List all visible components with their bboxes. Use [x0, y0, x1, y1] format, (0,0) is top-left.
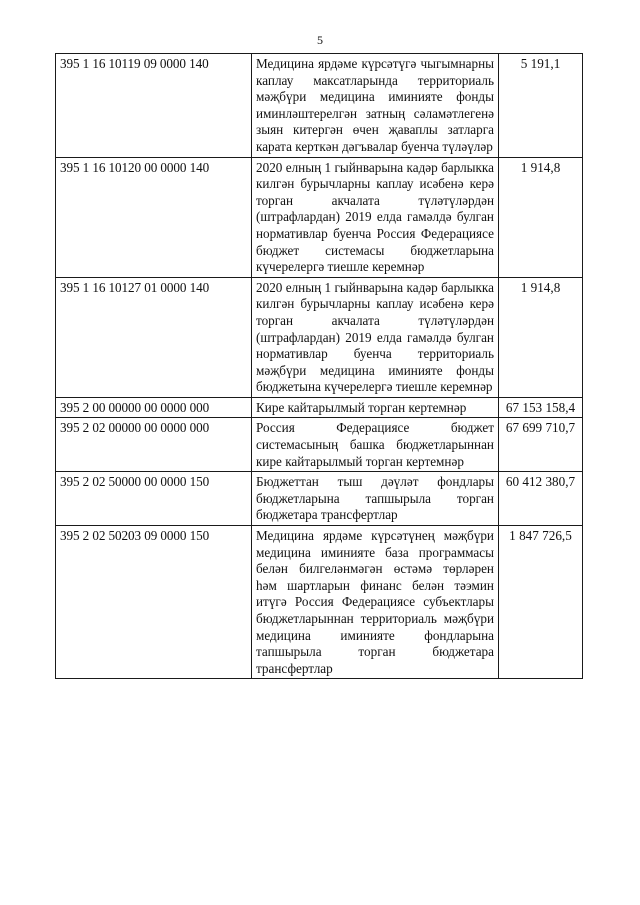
table-row — [56, 277, 583, 397]
amount: 1 847 726,5 — [499, 526, 583, 679]
amount: 67 153 158,4 — [499, 397, 583, 418]
classification-code: 395 1 16 10127 01 0000 140 — [56, 277, 252, 397]
page-number: 5 — [317, 33, 323, 47]
amount: 67 699 710,7 — [499, 418, 583, 472]
revenue-name: Бюджеттан тыш дәүләт фондлары бюджетларына тапшырыла торган бюджетара трансфертлар — [252, 472, 499, 526]
table-row — [56, 472, 583, 526]
amount: 5 191,1 — [499, 54, 583, 158]
revenue-name: Медицина ярдәме күрсәтүнең мәҗбүри медицина иминияте база программасы белән билгеләнмәгән өстәмә төрләрен һәм шартларын финанс белән тәэмин итүгә Россия Федерациясе субъектлары бюджетларыннан территориаль мәҗбүри медицина иминияте фондларына тапшырыла торган бюджетара трансфертлар — [252, 526, 499, 679]
table-row — [56, 54, 583, 158]
revenue-name: Кире кайтарылмый торган кертемнәр — [252, 397, 499, 418]
revenue-name: 2020 елның 1 гыйнварына кадәр барлыкка килгән бурычларны каплау исәбенә керә торган акчалата түләтүләрдән (штрафлардан) 2019 елда гамәлдә булган нормативлар буенча территориаль мәҗбүри медицина иминияте фонды бюджетына күчерелергә тиешле керемнәр — [252, 277, 499, 397]
amount: 1 914,8 — [499, 277, 583, 397]
table-row — [56, 157, 583, 277]
table-row — [56, 526, 583, 679]
revenue-name: Россия Федерациясе бюджет системасының башка бюджетларыннан кире кайтарылмый торган кертемнәр — [252, 418, 499, 472]
classification-code: 395 2 00 00000 00 0000 000 — [56, 397, 252, 418]
revenue-name: 2020 елның 1 гыйнварына кадәр барлыкка килгән бурычларны каплау исәбенә керә торган акчалата түләтүләрдән (штрафлардан) 2019 елда гамәлдә булган нормативлар буенча Россия Федерациясе бюджет системасы бюджетларына күчерелергә тиешле керемнәр — [252, 157, 499, 277]
budget-revenue-table — [55, 53, 583, 679]
classification-code: 395 1 16 10120 00 0000 140 — [56, 157, 252, 277]
table-row — [56, 418, 583, 472]
classification-code: 395 2 02 50203 09 0000 150 — [56, 526, 252, 679]
classification-code: 395 2 02 50000 00 0000 150 — [56, 472, 252, 526]
revenue-name: Медицина ярдәме күрсәтүгә чыгымнарны каплау максатларында территориаль мәҗбүри медицина иминияте фонды иминләштерелгән затның сәламәтлегенә зыян китергән өчен җаваплы затларга карата керткән дәгъвалар буенча түләүләр — [252, 54, 499, 158]
classification-code: 395 2 02 00000 00 0000 000 — [56, 418, 252, 472]
table-row — [56, 397, 583, 418]
amount: 1 914,8 — [499, 157, 583, 277]
amount: 60 412 380,7 — [499, 472, 583, 526]
classification-code: 395 1 16 10119 09 0000 140 — [56, 54, 252, 158]
